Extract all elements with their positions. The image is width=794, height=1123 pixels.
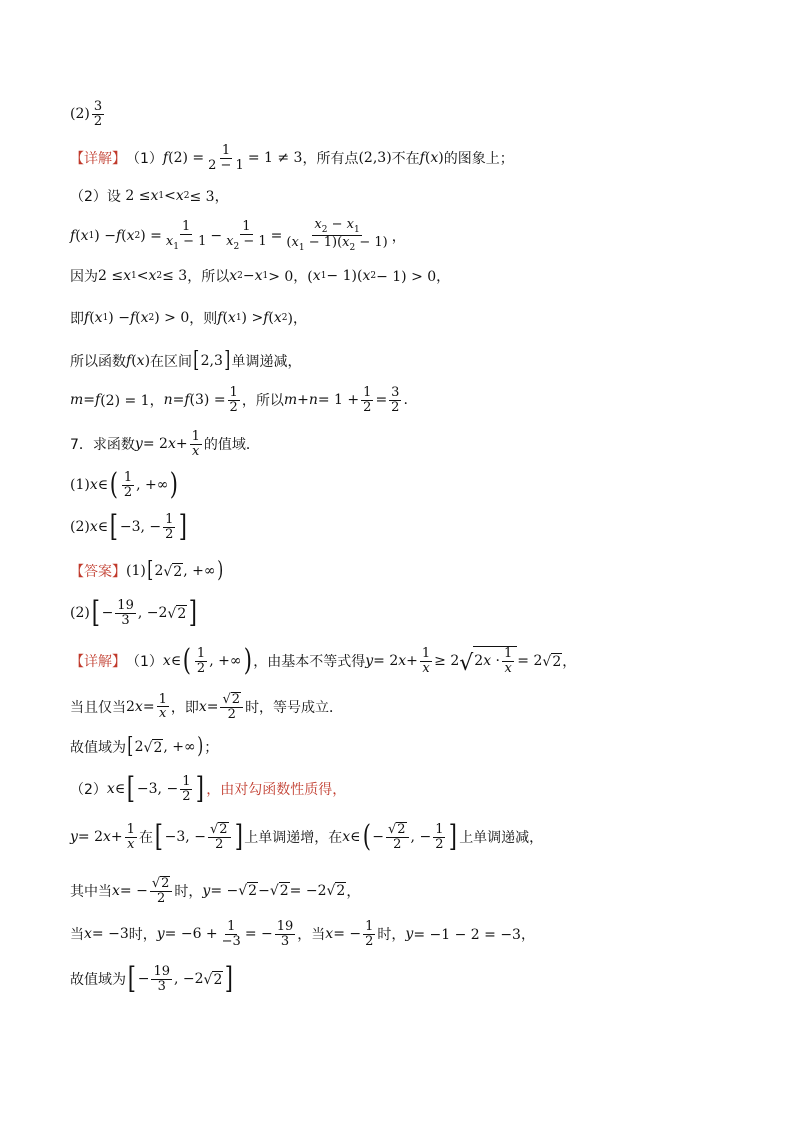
detail-tag: 【详解】 [70,151,126,168]
part-label: （1） [126,654,163,670]
text: 故值域为 [70,740,126,756]
part-label: （2） [70,782,107,798]
fraction: $\frac{3}{2}$ [93,99,103,129]
question-7-part-2: (2) x ∈ [ −3, − $\frac{1}{2}$ ] [70,509,188,544]
question-7-title: 7．求函数 y = 2 x + $\frac{1}{x}$ 的值域． [70,429,260,459]
text: 因为 [70,269,98,285]
text: 当且仅当 [70,699,126,716]
detail-7-line-2: 当且仅当 2 x = $\frac{1}{x}$ ，即 x = √ 2 2 时，等号成立． [70,691,344,722]
text: 上单调递减， [459,830,544,846]
text: ，所以 [241,393,284,410]
detail-7-line-5: y = 2 x + $\frac{1}{x}$ 在 [ −3, − √ 2 2 ] 上单调递增，在 x ∈ ( − √ 2 2 , − $\frac{1}{2}$ ] 上单调递减， [70,819,544,854]
text: 在区间 [150,354,193,370]
text: 时， [174,883,203,900]
text: 当 [70,927,84,944]
part-label: (2) [70,106,90,123]
detail-line-2: （2）设 2 ≤ x 1 < x 2 ≤ 3， [70,188,229,205]
part-label: (2) [70,519,90,535]
detail-line-4: 即 f ( x 1 ) − f ( x 2 ) > 0 ，则 f ( x 1 ) > f ( x 2 )， [70,310,307,327]
text: （2）设 [70,189,121,205]
answer-tag: 【答案】 [70,564,126,580]
text: ，由基本不等式得 [253,654,366,670]
detail-line-6: m = f (2) = 1， n = f (3) = $\frac{1}{2}$ ，所以 m + n = 1 + $\frac{1}{2}$ = $\frac{3}{2}$ . [70,385,408,415]
text: 故值域为 [70,972,126,988]
text: ，所有点 [302,151,359,168]
detail-7-line-3: 故值域为 [ 2 √ 2 , +∞ ) ； [70,734,219,759]
text: 7．求函数 [70,437,135,454]
detail-7-line-6: 其中当 x = − √ 2 2 时， y = − √ 2 − √ 2 = −2 √ 2 ， [70,876,361,906]
detail-tag: 【详解】 [70,654,126,670]
detail-7-line-7: 当 x = −3 时， y = −6 + $\frac{1}{-3}$ = − $\frac{19}{3}$ ，当 x = − $\frac{1}{2}$ 时， y = −1 − 2 = −3， [70,919,535,949]
text: 上单调递增，在 [244,830,343,846]
text: ，则 [189,311,218,327]
text: 时，等号成立． [245,699,344,716]
part-label: (2) [70,605,90,621]
text: ，当 [297,927,326,944]
part-label: （1） [126,151,163,168]
text: 即 [70,311,84,327]
text: 所以函数 [70,354,126,370]
part-label: (1) [126,563,146,579]
text: 在 [138,830,153,846]
text: ，即 [170,699,199,716]
answer-line-1: 【答案】 (1) [ 2 √ 2 , +∞ ) [70,558,223,583]
text: 不在 [391,151,420,168]
question-7-part-1: (1) x ∈ ( $\frac{1}{2}$ , +∞ ) [70,467,179,502]
part-label: (1) [70,477,90,493]
text: 时， [128,927,157,944]
formula: f [162,150,169,167]
detail-line-3: 因为 2 ≤ x 1 < x 2 ≤ 3 ，所以 x 2 − x 1 > 0，( x 1 − 1)( x 2 − 1) > 0， [70,268,451,285]
answer-line-2: (2) [ − $\frac{19}{3}$ , −2 √ 2 ] [70,595,198,630]
answer-part-2 [70,100,106,128]
detail-line-5: 所以函数 f ( x ) 在区间 [ 2,3 ] 单调递减， [70,348,302,373]
text: ，由对勾函数性质得， [206,782,347,798]
formula-line: f ( x 1 ) − f ( x 2 ) = $\frac{1}{x_1 - 1}$ − $\frac{1}{x_2 - 1}$ = $\frac{x_2 - x_1}{(x_1 - 1)(x_2 - 1)}$ ， [70,217,406,254]
detail-7-line-8: 故值域为 [ − $\frac{19}{3}$ , −2 √ 2 ] [70,961,234,996]
text: 其中当 [70,883,112,900]
text: 的值域． [203,437,260,454]
detail-line-1: 【详解】 （1） f (2) = $\frac{1}{2 - 1}$ = 1 ≠ 3 ，所有点 (2,3) 不在 f ( x ) 的图象上； [70,143,514,173]
text: ，所以 [187,269,230,285]
text: 时， [377,927,406,944]
text: 的图象上； [443,151,514,168]
text: 单调递减， [231,354,302,370]
detail-7-line-1: 【详解】 （1） x ∈ ( $\frac{1}{2}$ , +∞ ) ，由基本不等式得 y = 2 x + $\frac{1}{x}$ ≥ 2 √ 2x · $\frac{1}{x}$ = 2 √ 2 ， [70,643,577,678]
detail-7-line-4: （2） x ∈ [ −3, − $\frac{1}{2}$ ] ，由对勾函数性质得， [70,771,347,806]
